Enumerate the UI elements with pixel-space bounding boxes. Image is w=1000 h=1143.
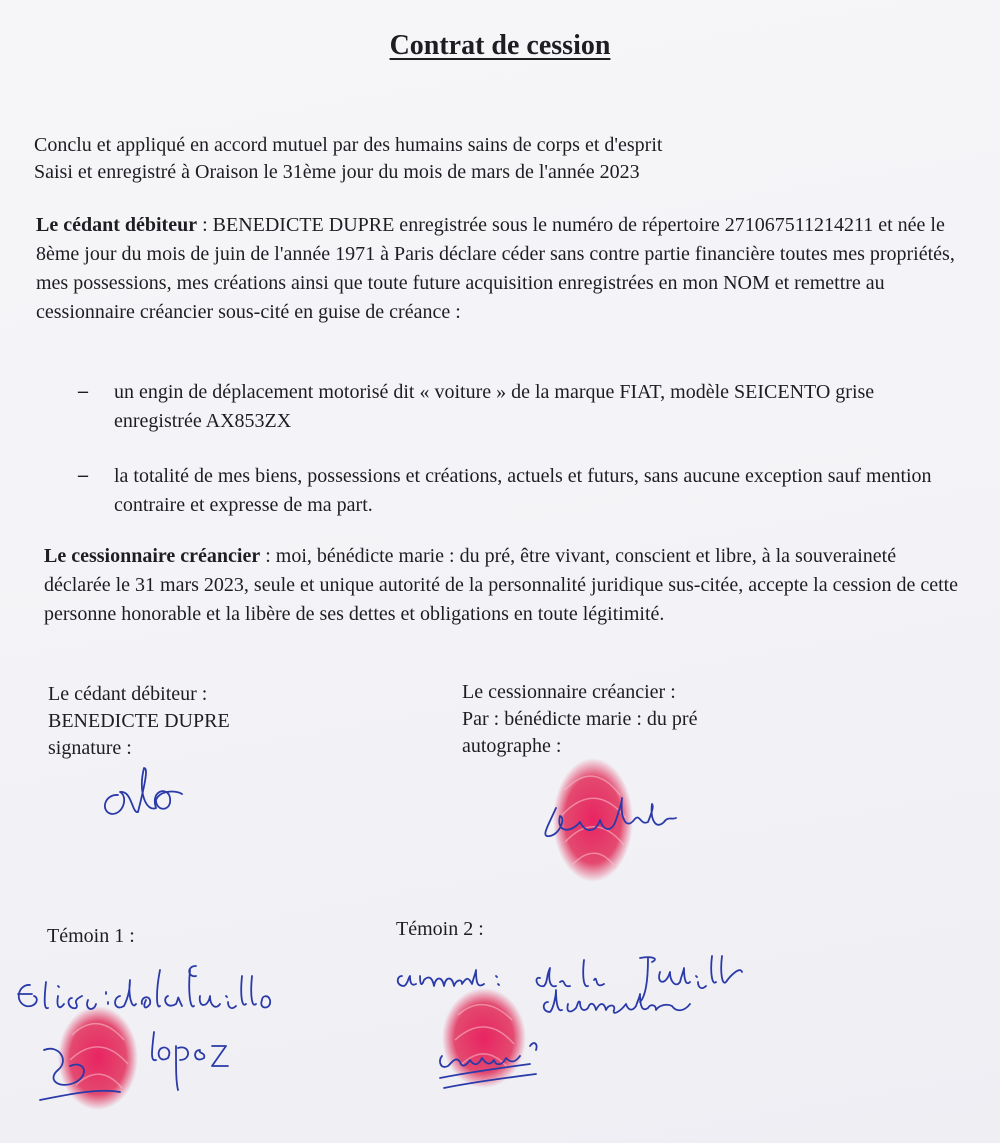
sig-right-line-1: Le cessionnaire créancier : [462,681,676,703]
witness-2-label: Témoin 2 : [396,918,484,940]
cedant-text: : BENEDICTE DUPRE enregistrée sous le numéro de répertoire 271067511214211 et née le 8ème jour du mois de juin de l'année 1971 à Paris déclare céder sans contre partie financière toutes mes propriétés, mes possessions, mes créations ainsi que toute future acquisition enregistrées en mon NOM et remettre au cessionnaire créancier sous-cité en guise de créance : [36,214,955,323]
sig-right-line-2: Par : bénédicte marie : du pré [462,708,698,730]
intro-line-1: Conclu et appliqué en accord mutuel par des humains sains de corps et d'esprit [34,134,663,156]
cedant-label: Le cédant débiteur [36,214,198,236]
signature-witness-1-line-1 [18,966,270,1009]
bullet-dash-2: – [78,464,88,486]
intro-line-2: Saisi et enregistré à Oraison le 31ème jour du mois de mars de l'année 2023 [34,161,640,183]
bullet-item-1: un engin de déplacement motorisé dit « voiture » de la marque FIAT, modèle SEICENTO grise enregistrée AX853ZX [114,381,875,432]
fingerprint-witness-2 [442,988,526,1088]
cessionnaire-text: : moi, bénédicte marie : du pré, être vivant, conscient et libre, à la souveraineté déclarée le 31 mars 2023, seule et unique autorité de la personnalité juridique sus-citée, accepte la cession de cette personne honorable et la libère de ses dettes et obligations en toute légitimité. [44,545,959,625]
contract-title: Contrat de cession [389,30,611,61]
sig-right-line-3: autographe : [462,735,562,757]
bullet-item-2: la totalité de mes biens, possessions et créations, actuels et futurs, sans aucune exception sauf mention contraire et expresse de ma part. [114,465,932,516]
sig-left-line-3: signature : [48,737,132,759]
signature-witness-2-line-1 [398,956,742,1002]
fingerprint-cessionnaire [553,758,633,882]
cessionnaire-label: Le cessionnaire créancier [44,545,261,567]
sig-left-line-1: Le cédant débiteur : [48,683,208,705]
witness-1-label: Témoin 1 : [47,925,135,947]
signature-cedant [105,768,182,814]
sig-left-line-2: BENEDICTE DUPRE [48,710,230,732]
signature-witness-2-line-2 [544,990,690,1013]
bullet-dash-1: – [78,380,88,402]
